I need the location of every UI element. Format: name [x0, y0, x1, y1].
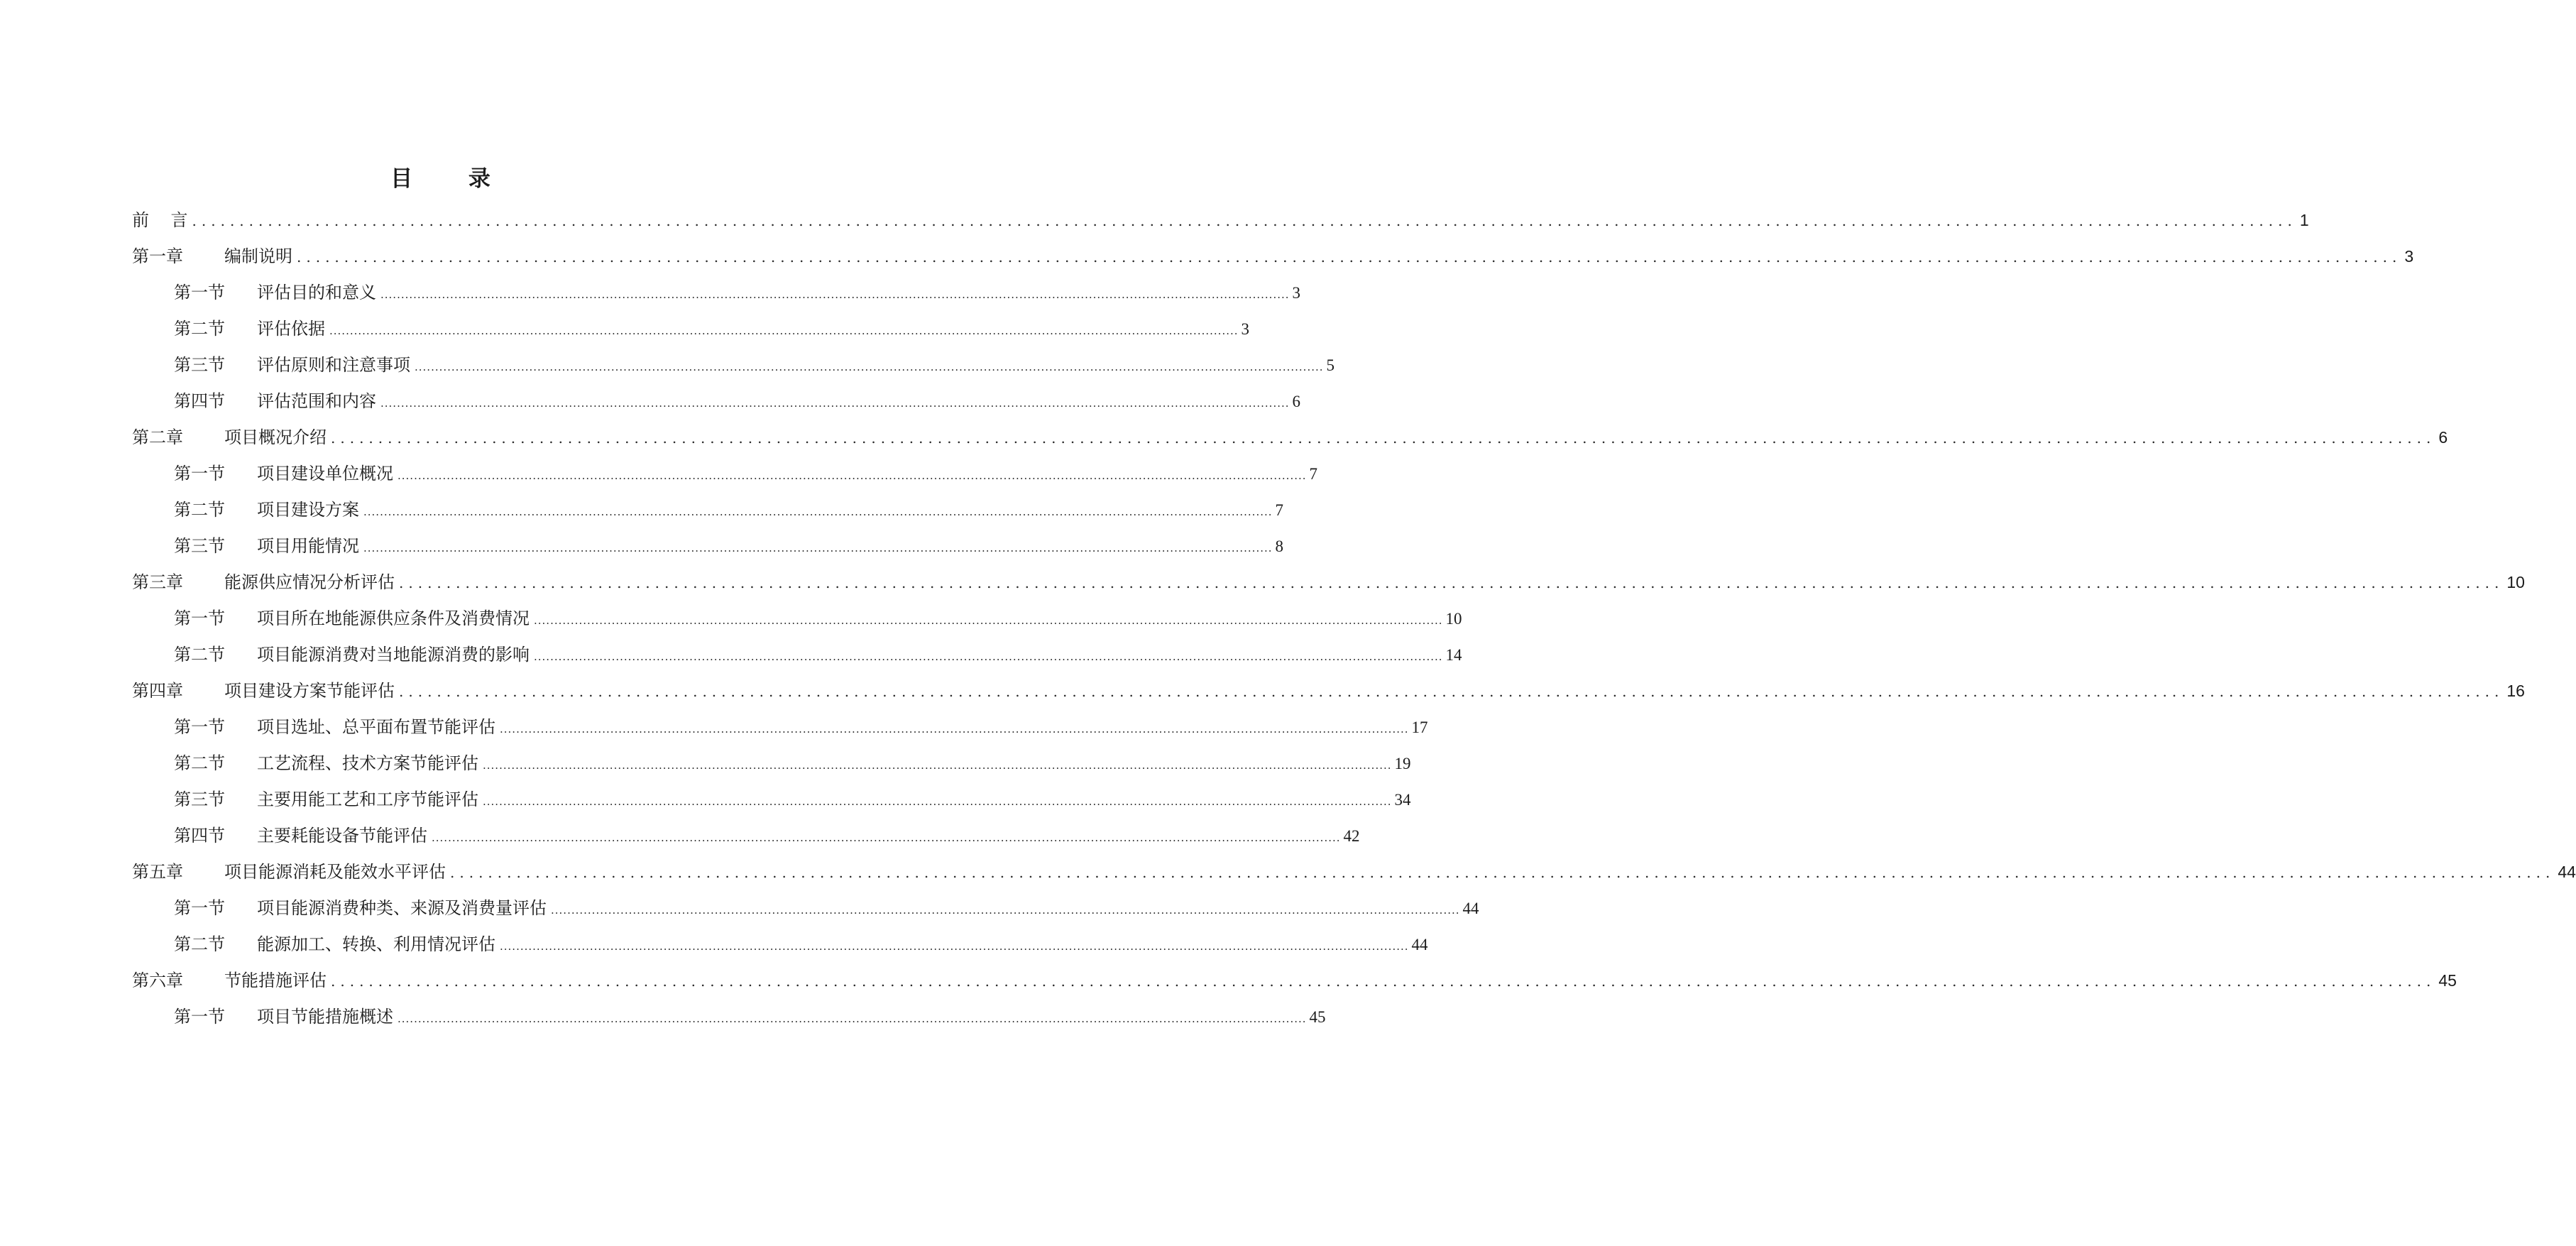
toc-page-number: 3 — [1292, 284, 1301, 302]
toc-entry-label: 第一节 — [174, 898, 225, 918]
toc-leader-dots: .............................................................................................................................................................................................................................. — [534, 614, 1443, 627]
toc-entry-title: 项目概况介绍 — [224, 427, 327, 447]
toc-entry-label: 第一节 — [174, 464, 225, 483]
toc-page-number: 3 — [1241, 320, 1250, 338]
toc-entry-label: 第三节 — [174, 536, 225, 556]
toc-chapter-entry[interactable] — [132, 966, 2457, 995]
toc-leader-dots: .............................................................................................................................................................................................................................. — [192, 212, 2297, 229]
toc-page-number: 45 — [1309, 1008, 1326, 1026]
toc-leader-dots: .............................................................................................................................................................................................................................. — [399, 683, 2504, 700]
toc-leader-dots: .............................................................................................................................................................................................................................. — [380, 288, 1290, 301]
toc-page-number: 34 — [1394, 791, 1411, 809]
toc-entry-title: 项目能源消费种类、来源及消费量评估 — [257, 898, 547, 918]
toc-page-number: 45 — [2438, 971, 2457, 990]
toc-leader-dots: .............................................................................................................................................................................................................................. — [331, 430, 2436, 447]
toc-page-number: 10 — [1445, 610, 1462, 628]
toc-page-number: 44 — [2558, 863, 2576, 881]
toc-entry-label: 第二节 — [174, 753, 225, 773]
toc-page-number: 44 — [1462, 900, 1479, 917]
toc-entry-label: 第三节 — [174, 789, 225, 809]
toc-entry-label: 第二节 — [174, 319, 225, 339]
toc-leader-dots: .............................................................................................................................................................................................................................. — [331, 973, 2436, 990]
toc-entry-label: 第二章 — [132, 427, 183, 447]
toc-entry-label: 第一节 — [174, 717, 225, 737]
toc-leader-dots: .............................................................................................................................................................................................................................. — [399, 574, 2504, 591]
toc-entry-label: 第二节 — [174, 645, 225, 665]
toc-entry-title: 主要耗能设备节能评估 — [257, 826, 427, 846]
toc-page-number: 6 — [1292, 393, 1301, 410]
toc-leader-dots: .............................................................................................................................................................................................................................. — [551, 904, 1460, 917]
toc-entry-label: 第一节 — [174, 283, 225, 302]
toc-entry-title: 主要用能工艺和工序节能评估 — [257, 789, 478, 809]
toc-page-number: 17 — [1411, 718, 1428, 736]
toc-section-entry[interactable] — [174, 713, 1428, 741]
toc-entry-label: 第五章 — [132, 862, 183, 882]
toc-entry-label: 第三章 — [132, 572, 183, 592]
toc-leader-dots: .............................................................................................................................................................................................................................. — [432, 831, 1341, 844]
toc-section-entry[interactable] — [174, 894, 1479, 922]
toc-chapter-entry[interactable] — [132, 423, 2448, 452]
toc-section-entry[interactable] — [174, 387, 1301, 415]
toc-entry-label: 第一节 — [174, 1007, 225, 1027]
toc-entry-label: 第六章 — [132, 971, 183, 990]
toc-entry-label: 第二节 — [174, 500, 225, 520]
toc-chapter-entry[interactable] — [132, 858, 2576, 886]
toc-entry-label: 第三节 — [174, 355, 225, 375]
toc-entry-title: 项目用能情况 — [257, 536, 359, 556]
toc-entry-label: 第二节 — [174, 934, 225, 954]
toc-section-entry[interactable] — [174, 459, 1318, 488]
toc-page-number: 19 — [1394, 755, 1411, 772]
toc-title: 目 录 — [390, 166, 515, 192]
toc-page-number: 42 — [1343, 827, 1360, 845]
toc-entry-title: 编制说明 — [224, 246, 292, 266]
toc-entry-title: 能源加工、转换、利用情况评估 — [257, 934, 495, 954]
toc-entry-title: 工艺流程、技术方案节能评估 — [257, 753, 478, 773]
toc-section-entry[interactable] — [174, 278, 1301, 307]
toc-section-entry[interactable] — [174, 351, 1335, 379]
toc-chapter-entry[interactable] — [132, 568, 2525, 596]
toc-section-entry[interactable] — [174, 785, 1411, 814]
toc-entry-title: 评估目的和意义 — [257, 283, 376, 302]
toc-section-entry[interactable] — [174, 1002, 1326, 1031]
toc-entry-title: 评估原则和注意事项 — [257, 355, 410, 375]
toc-entry-title: 项目建设方案节能评估 — [224, 681, 395, 701]
toc-entry-label: 前 言 — [132, 210, 188, 230]
toc-section-entry[interactable] — [174, 640, 1462, 669]
toc-leader-dots: .............................................................................................................................................................................................................................. — [500, 723, 1409, 736]
toc-entry-title: 项目节能措施概述 — [257, 1007, 393, 1027]
toc-entry-label: 第四章 — [132, 681, 183, 701]
toc-leader-dots: .............................................................................................................................................................................................................................. — [363, 542, 1273, 554]
toc-page-number: 5 — [1326, 356, 1335, 374]
toc-page-number: 44 — [1411, 936, 1428, 953]
toc-page-number: 7 — [1275, 501, 1284, 519]
toc-page-number: 16 — [2506, 682, 2525, 700]
toc-chapter-entry[interactable] — [132, 677, 2525, 705]
toc-leader-dots: .............................................................................................................................................................................................................................. — [415, 361, 1324, 373]
toc-entry-label: 第一节 — [174, 608, 225, 628]
toc-entry-title: 项目所在地能源供应条件及消费情况 — [257, 608, 530, 628]
toc-leader-dots: .............................................................................................................................................................................................................................. — [329, 324, 1239, 337]
toc-leader-dots: .............................................................................................................................................................................................................................. — [297, 248, 2402, 266]
toc-leader-dots: .............................................................................................................................................................................................................................. — [483, 795, 1392, 808]
toc-leader-dots: .............................................................................................................................................................................................................................. — [500, 940, 1409, 953]
toc-entry-label: 第一章 — [132, 246, 183, 266]
toc-section-entry[interactable] — [174, 315, 1250, 343]
toc-entry-title: 能源供应情况分析评估 — [224, 572, 395, 592]
toc-entry-title: 项目能源消费对当地能源消费的影响 — [257, 645, 530, 665]
toc-page-number: 3 — [2404, 247, 2414, 266]
toc-page-number: 14 — [1445, 646, 1462, 664]
toc-entry-label: 第四节 — [174, 826, 225, 846]
toc-page-number: 6 — [2438, 428, 2448, 447]
toc-page-number: 1 — [2299, 211, 2309, 229]
toc-section-entry[interactable] — [174, 930, 1428, 958]
toc-leader-dots: .............................................................................................................................................................................................................................. — [534, 650, 1443, 663]
toc-leader-dots: .............................................................................................................................................................................................................................. — [450, 864, 2555, 881]
toc-leader-dots: .............................................................................................................................................................................................................................. — [398, 469, 1307, 482]
toc-chapter-entry[interactable] — [132, 206, 2309, 234]
toc-entry-title: 项目建设方案 — [257, 500, 359, 520]
toc-entry-title: 评估范围和内容 — [257, 391, 376, 411]
toc-entry-title: 评估依据 — [257, 319, 325, 339]
toc-entry-title: 项目建设单位概况 — [257, 464, 393, 483]
toc-page-number: 7 — [1309, 465, 1318, 483]
toc-page-number: 8 — [1275, 537, 1284, 555]
toc-section-entry[interactable] — [174, 749, 1411, 777]
toc-section-entry[interactable] — [174, 496, 1284, 524]
toc-entry-title: 项目能源消耗及能效水平评估 — [224, 862, 446, 882]
toc-entry-label: 第四节 — [174, 391, 225, 411]
toc-leader-dots: .............................................................................................................................................................................................................................. — [483, 759, 1392, 772]
toc-leader-dots: .............................................................................................................................................................................................................................. — [363, 505, 1273, 518]
toc-leader-dots: .............................................................................................................................................................................................................................. — [398, 1012, 1307, 1025]
toc-entry-title: 节能措施评估 — [224, 971, 327, 990]
toc-leader-dots: .............................................................................................................................................................................................................................. — [380, 397, 1290, 410]
toc-section-entry[interactable] — [174, 821, 1360, 850]
toc-page-number: 10 — [2506, 573, 2525, 591]
toc-chapter-entry[interactable] — [132, 242, 2414, 270]
toc-section-entry[interactable] — [174, 604, 1462, 633]
toc-section-entry[interactable] — [174, 532, 1284, 560]
toc-entry-title: 项目选址、总平面布置节能评估 — [257, 717, 495, 737]
